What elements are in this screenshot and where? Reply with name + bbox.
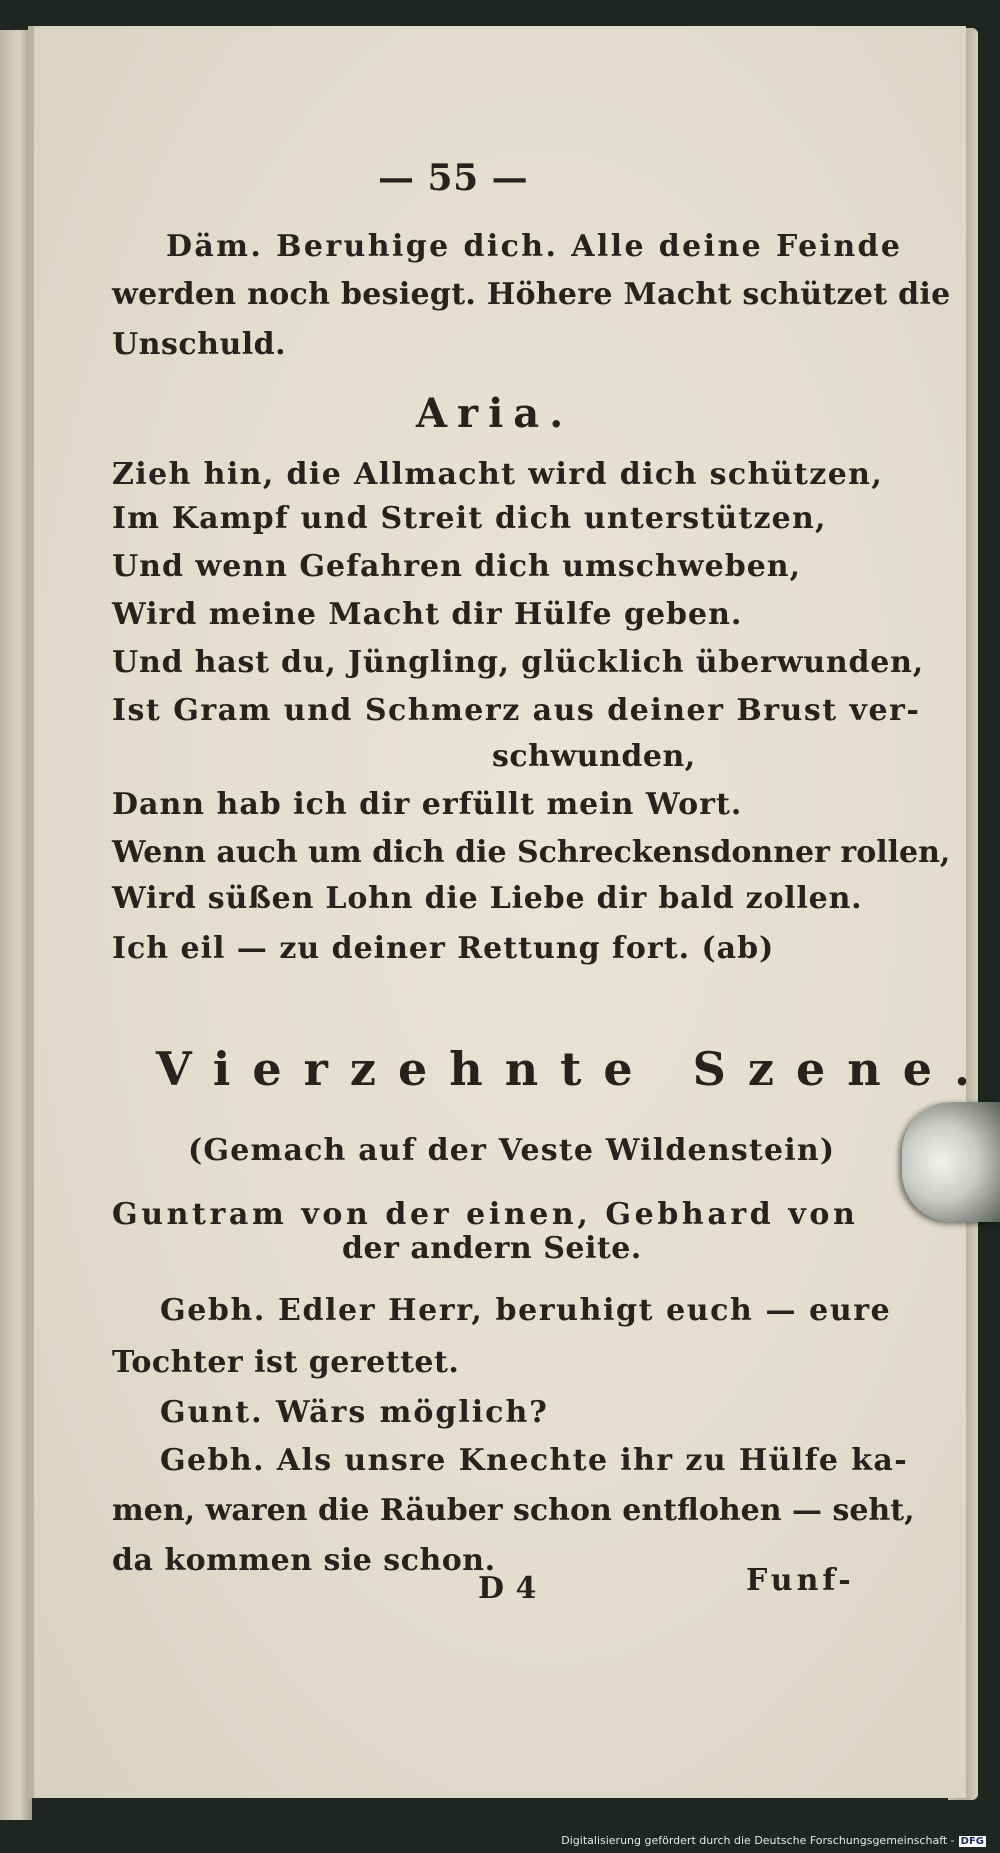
verse-line: Dann hab ich dir erfüllt mein Wort. (112, 787, 743, 822)
verse-line: Wird meine Macht dir Hülfe geben. (112, 597, 743, 632)
signature-mark: D 4 (478, 1571, 537, 1606)
dialogue-line: Gunt. Wärs möglich? (160, 1395, 549, 1430)
catchword: Funf- (746, 1563, 855, 1598)
dialogue-line: Tochter ist gerettet. (112, 1345, 460, 1380)
text-line: Unschuld. (112, 327, 287, 362)
stage-direction: (Gemach auf der Veste Wildenstein) (188, 1133, 836, 1168)
dfg-logo: DFG (960, 1836, 984, 1847)
scene-heading: Vierzehnte Szene. (156, 1042, 992, 1096)
verse-line: Im Kampf und Streit dich unterstützen, (112, 501, 827, 536)
text-line: werden noch besiegt. Höhere Macht schützet die (112, 277, 951, 312)
digitization-credit (561, 1834, 986, 1847)
credit-text: Digitalisierung gefördert durch die Deutsche Forschungsgemeinschaft - (561, 1834, 955, 1847)
verse-line: schwunden, (492, 739, 696, 774)
dialogue-line: da kommen sie schon. (112, 1543, 496, 1578)
character-entry: Guntram von der einen, Gebhard von (112, 1197, 859, 1232)
verse-line: Und wenn Gefahren dich umschweben, (112, 549, 802, 584)
dialogue-line: Gebh. Edler Herr, beruhigt euch — eure (160, 1293, 892, 1328)
character-entry: der andern Seite. (342, 1231, 642, 1266)
text-line: Däm. Beruhige dich. Alle deine Feinde (166, 229, 903, 264)
verse-line: Ich eil — zu deiner Rettung fort. (ab) (112, 931, 775, 966)
page-clip (902, 1102, 1000, 1222)
dialogue-line: men, waren die Räuber schon entflohen — seht, (112, 1493, 915, 1528)
verse-line: Zieh hin, die Allmacht wird dich schützen, (112, 457, 884, 492)
page-number: — 55 — (378, 157, 529, 199)
section-heading-aria: Aria. (416, 390, 574, 437)
verse-line: Und hast du, Jüngling, glücklich überwunden, (112, 645, 924, 680)
dialogue-line: Gebh. Als unsre Knechte ihr zu Hülfe ka- (160, 1443, 909, 1478)
verse-line: Wird süßen Lohn die Liebe dir bald zollen. (112, 881, 863, 916)
verse-line: Ist Gram und Schmerz aus deiner Brust ver- (112, 693, 921, 728)
verse-line: Wenn auch um dich die Schreckensdonner rollen, (112, 835, 951, 870)
